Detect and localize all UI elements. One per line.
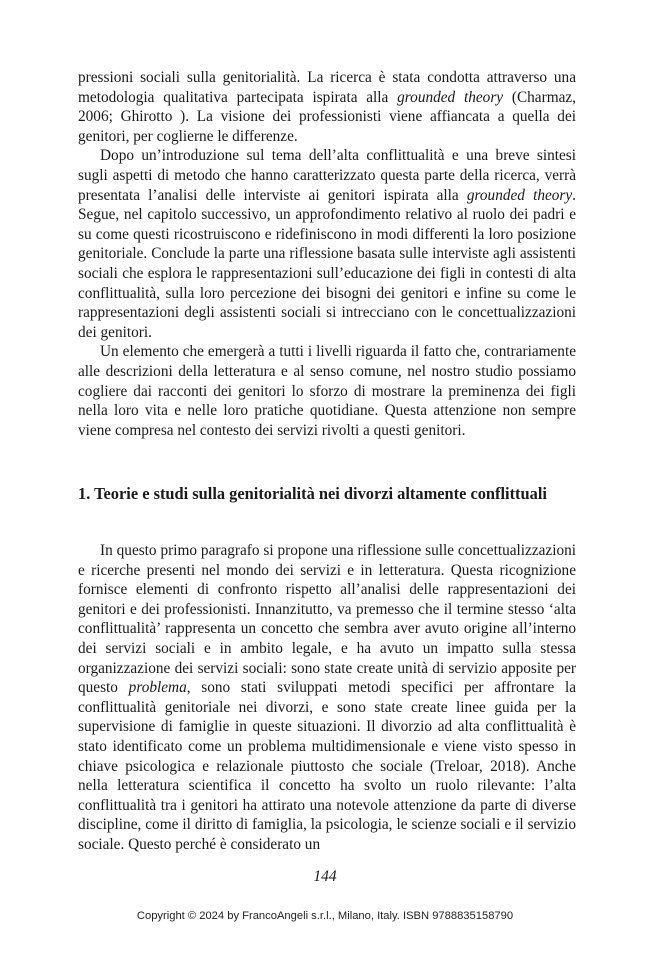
paragraph (78, 68, 576, 146)
text-run: Dopo un’introduzione sul tema dell’alta conflittualità e una breve sintesi sugli aspetti di metodo che hanno caratterizzato questa parte della ricerca, verrà presentata l’analisi delle interviste ai genitori ispirata alla (78, 147, 576, 204)
page-number: 144 (313, 868, 337, 885)
text-run: Un elemento che emergerà a tutti i livelli riguarda il fatto che, contrariamente alle descrizioni della letteratura e al senso comune, nel nostro studio possiamo cogliere dai racconti dei genitori lo sforzo di mostrare la preminenza dei figli nella loro vita e nelle loro pratiche quotidiane. Questa attenzione non sempre viene compresa nel contesto dei servizi rivolti a questi genitori. (78, 343, 576, 439)
text-run: pressioni sociali sulla genitorialità. La ricerca è stata condotta attraverso una metodologia qualitativa partecipata ispirata alla (78, 69, 576, 106)
italic-run: grounded theory (397, 88, 504, 106)
section-text-block (78, 541, 576, 855)
text-run: , sono stati sviluppati metodi specifici per affrontare la conflittualità genitoriale nei divorzi, e sono state create linee guida per la supervisione di famiglie in queste situazioni. Il divorzio ad alta conflittualità è stato identificato come un problema multidimensionale e viene visto spesso in chiave psicologica e relazionale piuttosto che sociale (Treloar, 2018). Anche nella letteratura scientifica il concetto ha svolto un ruolo rilevante: l’alta conflittualità tra i genitori ha attirato una notevole attenzione da parte di diverse discipline, come il diritto di famiglia, la psicologia, le scienze sociali e il servizio sociale. Questo perché è considerato un (78, 679, 577, 853)
italic-run: grounded theory (466, 186, 573, 204)
copyright-notice: Copyright © 2024 by FrancoAngeli s.r.l., Milano, Italy. ISBN 9788835158790 (136, 910, 514, 922)
text-run: In questo primo paragrafo si propone una riflessione sulle concettualizzazioni e ricerche presenti nel mondo dei servizi e in letteratura. Questa ricognizione fornisce elementi di confronto rispetto all’analisi delle rappresentazioni dei genitori e dei professionisti. Innanzitutto, va premesso che il termine stesso ‘alta conflittualità’ rappresenta un concetto che sembra aver avuto origine all’interno dei servizi sociali e in ambito legale, e ha avuto un impatto sulla stessa organizzazione dei servizi sociali: sono state create unità di servizio apposite per questo (78, 542, 576, 697)
intro-text-block (78, 68, 576, 440)
section-heading: 1. Teorie e studi sulla genitorialità nei divorzi altamente conflittuali (78, 484, 547, 503)
paragraph (78, 541, 576, 855)
text-run: . Segue, nel capitolo successivo, un approfondimento relativo al ruolo dei padri e su come questi ricostruiscono e ridefiniscono in modi differenti la loro posizione genitoriale. Conclude la parte una riflessione basata sulle interviste agli assistenti sociali che esplora le rappresentazioni sull’educazione dei figli in contesti di alta conflittualità, sulla loro percezione dei bisogni dei genitori e infine su come le rappresentazioni degli assistenti sociali si intrecciano con le concettualizzazioni dei genitori. (78, 186, 576, 341)
paragraph (78, 342, 576, 440)
text-run: (Charmaz, 2006; Ghirotto ). La visione dei professionisti viene affiancata a quella dei genitori, per coglierne le differenze. (78, 88, 576, 145)
paragraph (78, 146, 576, 342)
italic-run: problema (128, 679, 187, 697)
